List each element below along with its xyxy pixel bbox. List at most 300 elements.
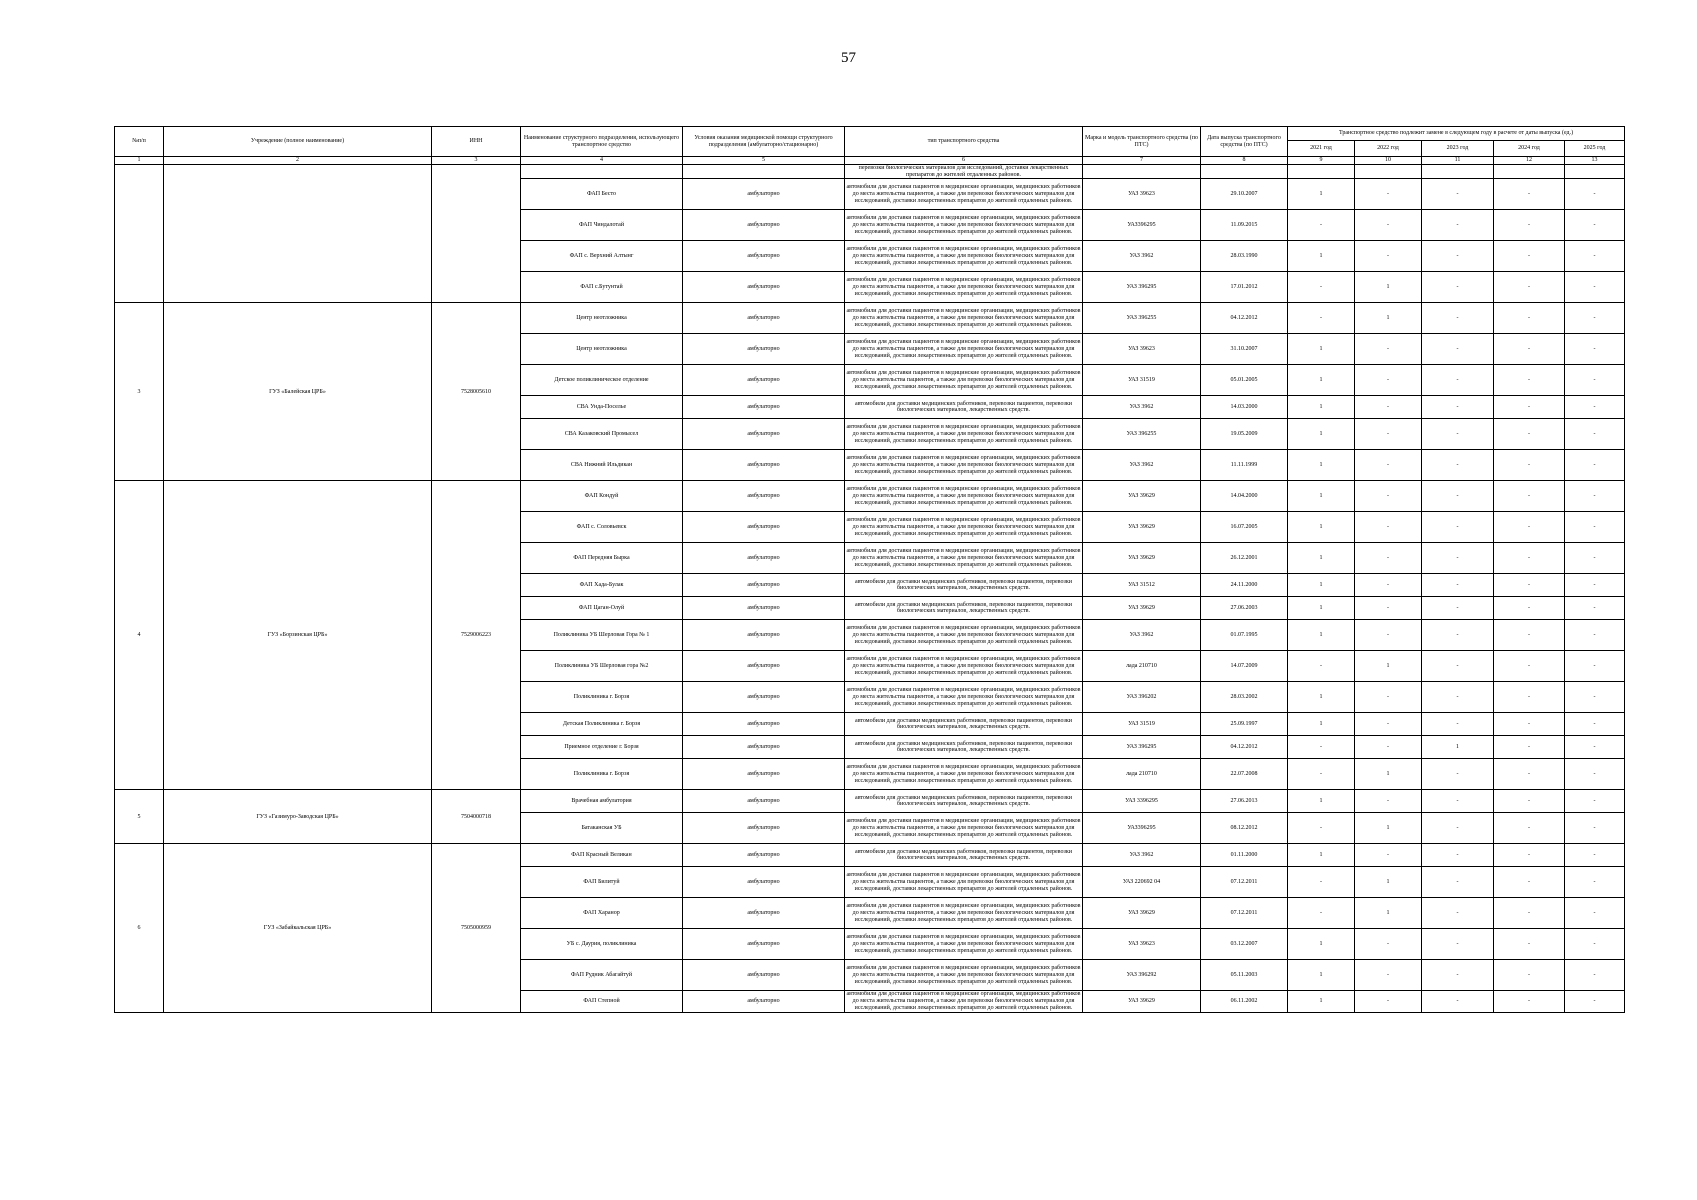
care-conditions: амбулаторно <box>683 210 845 241</box>
care-conditions: амбулаторно <box>683 365 845 396</box>
replacement-count: - <box>1565 210 1625 241</box>
unit-name: ФАП Харанор <box>521 898 683 929</box>
release-date: 27.06.2003 <box>1201 597 1288 620</box>
replacement-count: 1 <box>1288 713 1355 736</box>
table-row <box>115 844 1625 867</box>
unit-name: Центр неотложника <box>521 334 683 365</box>
replacement-count: - <box>1288 898 1355 929</box>
replacement-count: - <box>1288 210 1355 241</box>
release-date: 25.09.1997 <box>1201 713 1288 736</box>
release-date: 28.03.1990 <box>1201 241 1288 272</box>
unit-name <box>521 165 683 179</box>
replacement-count: - <box>1494 867 1565 898</box>
table-body <box>115 165 1625 1013</box>
care-conditions: амбулаторно <box>683 867 845 898</box>
vehicle-type: автомобили для доставки пациентов в медицинские организации, медицинских работников до места жительства пациентов, а также для перевозки биологических материалов для исследований, доставки лекарственных препаратов до жителей отдаленных районов. <box>845 898 1083 929</box>
care-conditions: амбулаторно <box>683 713 845 736</box>
care-conditions: амбулаторно <box>683 790 845 813</box>
release-date: 14.03.2000 <box>1201 396 1288 419</box>
release-date: 06.11.2002 <box>1201 991 1288 1012</box>
replacement-count: - <box>1288 759 1355 790</box>
release-date: 04.12.2012 <box>1201 736 1288 759</box>
replacement-count: - <box>1565 991 1625 1012</box>
unit-name: Поликлиника г. Борзя <box>521 759 683 790</box>
header-model: Марка и модель транспортного средства (по ПТС) <box>1083 127 1201 157</box>
replacement-count: - <box>1288 272 1355 303</box>
replacement-count: - <box>1494 396 1565 419</box>
header-conditions: Условия оказания медицинской помощи структурного подразделения (амбулаторно/стационарно) <box>683 127 845 157</box>
vehicle-type: автомобили для доставки пациентов в медицинские организации, медицинских работников до места жительства пациентов, а также для перевозки биологических материалов для исследований, доставки лекарственных препаратов до жителей отдаленных районов. <box>845 303 1083 334</box>
replacement-count: 1 <box>1288 574 1355 597</box>
vehicle-model: УАЗ396295 <box>1083 813 1201 844</box>
replacement-count: - <box>1565 960 1625 991</box>
replacement-count: 1 <box>1355 303 1422 334</box>
replacement-count: - <box>1565 929 1625 960</box>
vehicle-model: УАЗ 39629 <box>1083 898 1201 929</box>
unit-name: ФАП с. Верхний Алтынг <box>521 241 683 272</box>
unit-name: ФАП Бесто <box>521 179 683 210</box>
release-date: 14.07.2009 <box>1201 651 1288 682</box>
replacement-count: - <box>1494 790 1565 813</box>
vehicle-model: УАЗ 39629 <box>1083 597 1201 620</box>
replacement-count: - <box>1494 759 1565 790</box>
institution-inn: 7505000959 <box>432 844 521 1012</box>
vehicle-model: УАЗ 3962 <box>1083 450 1201 481</box>
unit-name: Врачебная амбулатория <box>521 790 683 813</box>
column-number: 12 <box>1494 157 1565 165</box>
release-date: 26.12.2001 <box>1201 543 1288 574</box>
replacement-count: - <box>1422 960 1494 991</box>
replacement-count: 1 <box>1288 960 1355 991</box>
replacement-count: - <box>1565 272 1625 303</box>
unit-name: Поликлиника г. Борзя <box>521 682 683 713</box>
vehicle-model: УАЗ 3962 <box>1083 844 1201 867</box>
replacement-count: - <box>1494 574 1565 597</box>
unit-name: ФАП Степной <box>521 991 683 1012</box>
vehicle-model: лада 210710 <box>1083 651 1201 682</box>
vehicle-type: автомобили для доставки пациентов в медицинские организации, медицинских работников до места жительства пациентов, а также для перевозки биологических материалов для исследований, доставки лекарственных препаратов до жителей отдаленных районов. <box>845 481 1083 512</box>
replacement-count: - <box>1422 512 1494 543</box>
vehicle-model: УАЗ 39629 <box>1083 543 1201 574</box>
release-date: 03.12.2007 <box>1201 929 1288 960</box>
replacement-count: - <box>1494 960 1565 991</box>
header-num: №п/п <box>115 127 164 157</box>
column-number: 6 <box>845 157 1083 165</box>
replacement-count: 1 <box>1288 682 1355 713</box>
unit-name: СВА Унда-Поселье <box>521 396 683 419</box>
replacement-count: - <box>1355 396 1422 419</box>
replacement-count: - <box>1355 736 1422 759</box>
care-conditions: амбулаторно <box>683 813 845 844</box>
replacement-count: - <box>1355 713 1422 736</box>
institution-name: ГУЗ «Борзинская ЦРБ» <box>164 481 432 790</box>
replacement-count: - <box>1355 179 1422 210</box>
replacement-count: - <box>1288 303 1355 334</box>
unit-name: ФАП Билитуй <box>521 867 683 898</box>
care-conditions: амбулаторно <box>683 396 845 419</box>
vehicle-type: автомобили для доставки медицинских работников, перевозки пациентов, перевозки биологических материалов, лекарственных средств. <box>845 574 1083 597</box>
replacement-count: - <box>1494 303 1565 334</box>
vehicle-model: УАЗ 31519 <box>1083 713 1201 736</box>
vehicle-model: лада 210710 <box>1083 759 1201 790</box>
care-conditions: амбулаторно <box>683 272 845 303</box>
vehicle-type: перевозки биологических материалов для исследований, доставки лекарственных препаратов до жителей отдаленных районов. <box>845 165 1083 179</box>
replacement-count: - <box>1422 844 1494 867</box>
replacement-count: - <box>1355 597 1422 620</box>
replacement-count: - <box>1494 241 1565 272</box>
replacement-count: - <box>1355 960 1422 991</box>
care-conditions: амбулаторно <box>683 419 845 450</box>
replacement-count: - <box>1355 991 1422 1012</box>
release-date: 28.03.2002 <box>1201 682 1288 713</box>
institution-name: ГУЗ «Газимуро-Заводская ЦРБ» <box>164 790 432 844</box>
table-row <box>115 303 1625 334</box>
header-replacement-group: Транспортное средство подлежит замене в следующем году в расчете от даты выпуска (ед.) <box>1288 127 1625 141</box>
replacement-count: - <box>1494 179 1565 210</box>
replacement-count: - <box>1494 713 1565 736</box>
replacement-count: - <box>1494 450 1565 481</box>
vehicle-type: автомобили для доставки пациентов в медицинские организации, медицинских работников до места жительства пациентов, а также для перевозки биологических материалов для исследований, доставки лекарственных препаратов до жителей отдаленных районов. <box>845 867 1083 898</box>
vehicle-type: автомобили для доставки пациентов в медицинские организации, медицинских работников до места жительства пациентов, а также для перевозки биологических материалов для исследований, доставки лекарственных препаратов до жителей отдаленных районов. <box>845 450 1083 481</box>
replacement-count: - <box>1565 813 1625 844</box>
release-date: 31.10.2007 <box>1201 334 1288 365</box>
replacement-count: - <box>1422 867 1494 898</box>
header-year: 2021 год <box>1288 141 1355 157</box>
vehicle-type: автомобили для доставки пациентов в медицинские организации, медицинских работников до места жительства пациентов, а также для перевозки биологических материалов для исследований, доставки лекарственных препаратов до жителей отдаленных районов. <box>845 759 1083 790</box>
replacement-count: - <box>1422 898 1494 929</box>
vehicle-type: автомобили для доставки медицинских работников, перевозки пациентов, перевозки биологических материалов, лекарственных средств. <box>845 396 1083 419</box>
replacement-count: - <box>1355 419 1422 450</box>
replacement-count: - <box>1355 929 1422 960</box>
release-date: 22.07.2008 <box>1201 759 1288 790</box>
replacement-count: - <box>1422 210 1494 241</box>
vehicle-type: автомобили для доставки пациентов в медицинские организации, медицинских работников до места жительства пациентов, а также для перевозки биологических материалов для исследований, доставки лекарственных препаратов до жителей отдаленных районов. <box>845 210 1083 241</box>
replacement-count: - <box>1422 991 1494 1012</box>
replacement-count: - <box>1565 574 1625 597</box>
vehicle-type: автомобили для доставки пациентов в медицинские организации, медицинских работников до места жительства пациентов, а также для перевозки биологических материалов для исследований, доставки лекарственных препаратов до жителей отдаленных районов. <box>845 651 1083 682</box>
replacement-count: - <box>1422 396 1494 419</box>
release-date: 07.12.2011 <box>1201 898 1288 929</box>
care-conditions: амбулаторно <box>683 651 845 682</box>
unit-name: ФАП Кондуй <box>521 481 683 512</box>
header-year: 2024 год <box>1494 141 1565 157</box>
column-number: 8 <box>1201 157 1288 165</box>
replacement-count: - <box>1565 736 1625 759</box>
replacement-count: 1 <box>1288 481 1355 512</box>
replacement-count <box>1288 165 1355 179</box>
unit-name: Детское поликлиническое отделение <box>521 365 683 396</box>
care-conditions: амбулаторно <box>683 597 845 620</box>
replacement-count <box>1494 165 1565 179</box>
release-date: 19.05.2009 <box>1201 419 1288 450</box>
column-number: 5 <box>683 157 845 165</box>
replacement-count: - <box>1565 867 1625 898</box>
care-conditions: амбулаторно <box>683 960 845 991</box>
release-date: 11.11.1999 <box>1201 450 1288 481</box>
vehicle-model: УАЗ 220692 04 <box>1083 867 1201 898</box>
replacement-count: - <box>1565 620 1625 651</box>
replacement-count: - <box>1494 651 1565 682</box>
release-date: 16.07.2005 <box>1201 512 1288 543</box>
unit-name: Детская Поликлиника г. Борзя <box>521 713 683 736</box>
care-conditions: амбулаторно <box>683 450 845 481</box>
institution-number: 4 <box>115 481 164 790</box>
replacement-count: 1 <box>1288 241 1355 272</box>
replacement-count: - <box>1422 272 1494 303</box>
institution-inn: 7504000718 <box>432 790 521 844</box>
unit-name: ФАП Передняя Бырка <box>521 543 683 574</box>
column-number: 1 <box>115 157 164 165</box>
vehicle-model: УАЗ 39629 <box>1083 991 1201 1012</box>
replacement-count: - <box>1355 450 1422 481</box>
replacement-count: - <box>1565 396 1625 419</box>
column-number: 4 <box>521 157 683 165</box>
institution-number: 3 <box>115 303 164 481</box>
care-conditions: амбулаторно <box>683 543 845 574</box>
vehicle-type: автомобили для доставки пациентов в медицинские организации, медицинских работников до места жительства пациентов, а также для перевозки биологических материалов для исследований, доставки лекарственных препаратов до жителей отдаленных районов. <box>845 365 1083 396</box>
unit-name: ФАП Хада-Булак <box>521 574 683 597</box>
replacement-count: 1 <box>1355 898 1422 929</box>
unit-name: Приемное отделение г. Борзя <box>521 736 683 759</box>
vehicle-model: УАЗ 39623 <box>1083 179 1201 210</box>
replacement-count: 1 <box>1288 597 1355 620</box>
replacement-count: - <box>1355 543 1422 574</box>
vehicle-model: УАЗ 396292 <box>1083 960 1201 991</box>
replacement-count: 1 <box>1355 272 1422 303</box>
release-date: 07.12.2011 <box>1201 867 1288 898</box>
replacement-count: - <box>1355 574 1422 597</box>
replacement-count: 1 <box>1288 844 1355 867</box>
unit-name: Поликлиника УБ Шерловая Гора № 1 <box>521 620 683 651</box>
replacement-count: - <box>1565 450 1625 481</box>
vehicle-type: автомобили для доставки пациентов в медицинские организации, медицинских работников до места жительства пациентов, а также для перевозки биологических материалов для исследований, доставки лекарственных препаратов до жителей отдаленных районов. <box>845 813 1083 844</box>
header-year: 2025 год <box>1565 141 1625 157</box>
vehicle-type: автомобили для доставки пациентов в медицинские организации, медицинских работников до места жительства пациентов, а также для перевозки биологических материалов для исследований, доставки лекарственных препаратов до жителей отдаленных районов. <box>845 512 1083 543</box>
release-date: 05.11.2003 <box>1201 960 1288 991</box>
column-number: 2 <box>164 157 432 165</box>
replacement-count: - <box>1494 334 1565 365</box>
replacement-count: 1 <box>1355 867 1422 898</box>
unit-name: ФАП Чиндалотай <box>521 210 683 241</box>
care-conditions: амбулаторно <box>683 929 845 960</box>
replacement-count: - <box>1494 991 1565 1012</box>
header-unit: Наименование структурного подразделения, использующего транспортное средство <box>521 127 683 157</box>
replacement-count: 1 <box>1288 512 1355 543</box>
replacement-count: - <box>1565 365 1625 396</box>
unit-name: Батаканская УБ <box>521 813 683 844</box>
replacement-count: - <box>1494 898 1565 929</box>
vehicle-type: автомобили для доставки пациентов в медицинские организации, медицинских работников до места жительства пациентов, а также для перевозки биологических материалов для исследований, доставки лекарственных препаратов до жителей отдаленных районов. <box>845 960 1083 991</box>
replacement-count: 1 <box>1288 929 1355 960</box>
vehicle-type: автомобили для доставки пациентов в медицинские организации, медицинских работников до места жительства пациентов, а также для перевозки биологических материалов для исследований, доставки лекарственных препаратов до жителей отдаленных районов. <box>845 419 1083 450</box>
vehicle-model: УАЗ 396295 <box>1083 736 1201 759</box>
column-number: 10 <box>1355 157 1422 165</box>
unit-name: ФАП с. Соловьевск <box>521 512 683 543</box>
vehicle-type: автомобили для доставки пациентов в медицинские организации, медицинских работников до места жительства пациентов, а также для перевозки биологических материалов для исследований, доставки лекарственных препаратов до жителей отдаленных районов. <box>845 682 1083 713</box>
page-number: 57 <box>841 50 856 66</box>
replacement-count: - <box>1565 790 1625 813</box>
vehicle-model: УАЗ 3962 <box>1083 241 1201 272</box>
institution-inn: 7529006223 <box>432 481 521 790</box>
vehicle-model: УАЗ 396202 <box>1083 682 1201 713</box>
release-date: 08.12.2012 <box>1201 813 1288 844</box>
replacement-count: - <box>1494 481 1565 512</box>
replacement-count: - <box>1494 210 1565 241</box>
replacement-count: - <box>1565 898 1625 929</box>
vehicle-model: УАЗ396295 <box>1083 210 1201 241</box>
release-date: 05.01.2005 <box>1201 365 1288 396</box>
care-conditions: амбулаторно <box>683 241 845 272</box>
replacement-count: - <box>1494 844 1565 867</box>
header-inn: ИНН <box>432 127 521 157</box>
vehicle-model: УАЗ 396295 <box>1083 272 1201 303</box>
replacement-count: - <box>1288 651 1355 682</box>
replacement-count: - <box>1422 651 1494 682</box>
replacement-count: - <box>1355 682 1422 713</box>
vehicle-type: автомобили для доставки медицинских работников, перевозки пациентов, перевозки биологических материалов, лекарственных средств. <box>845 790 1083 813</box>
replacement-count: 1 <box>1288 179 1355 210</box>
replacement-count: - <box>1355 334 1422 365</box>
vehicle-model: УАЗ 31512 <box>1083 574 1201 597</box>
replacement-count: - <box>1422 543 1494 574</box>
vehicle-type: автомобили для доставки пациентов в медицинские организации, медицинских работников до места жительства пациентов, а также для перевозки биологических материалов для исследований, доставки лекарственных препаратов до жителей отдаленных районов. <box>845 929 1083 960</box>
table-row <box>115 165 1625 179</box>
replacement-count: - <box>1565 512 1625 543</box>
replacement-count: 1 <box>1288 790 1355 813</box>
replacement-count: 1 <box>1355 813 1422 844</box>
vehicle-model: УАЗ 396255 <box>1083 419 1201 450</box>
replacement-count: - <box>1565 241 1625 272</box>
replacement-count: - <box>1422 303 1494 334</box>
release-date: 01.11.2000 <box>1201 844 1288 867</box>
vehicle-model <box>1083 165 1201 179</box>
release-date: 01.07.1995 <box>1201 620 1288 651</box>
header-year: 2023 год <box>1422 141 1494 157</box>
replacement-count: 1 <box>1288 620 1355 651</box>
replacement-count: - <box>1565 651 1625 682</box>
replacement-count: - <box>1565 597 1625 620</box>
institution-name: ГУЗ «Балейская ЦРБ» <box>164 303 432 481</box>
replacement-count: - <box>1422 597 1494 620</box>
column-number: 7 <box>1083 157 1201 165</box>
institution-name: ГУЗ «Забайкальская ЦРБ» <box>164 844 432 1012</box>
care-conditions: амбулаторно <box>683 481 845 512</box>
replacement-count: - <box>1565 419 1625 450</box>
column-number: 11 <box>1422 157 1494 165</box>
vehicle-type: автомобили для доставки медицинских работников, перевозки пациентов, перевозки биологических материалов, лекарственных средств. <box>845 713 1083 736</box>
release-date: 11.09.2015 <box>1201 210 1288 241</box>
vehicle-model: УАЗ 39629 <box>1083 512 1201 543</box>
replacement-count: - <box>1355 210 1422 241</box>
vehicle-model: УАЗ 31519 <box>1083 365 1201 396</box>
care-conditions: амбулаторно <box>683 620 845 651</box>
replacement-count <box>1355 165 1422 179</box>
replacement-count: - <box>1494 512 1565 543</box>
replacement-count: - <box>1422 574 1494 597</box>
replacement-count: - <box>1494 620 1565 651</box>
care-conditions: амбулаторно <box>683 334 845 365</box>
care-conditions: амбулаторно <box>683 736 845 759</box>
vehicle-type: автомобили для доставки пациентов в медицинские организации, медицинских работников до места жительства пациентов, а также для перевозки биологических материалов для исследований, доставки лекарственных препаратов до жителей отдаленных районов. <box>845 179 1083 210</box>
replacement-count: 1 <box>1355 651 1422 682</box>
header-vehicle-type: тип транспортного средства <box>845 127 1083 157</box>
vehicle-type: автомобили для доставки пациентов в медицинские организации, медицинских работников до места жительства пациентов, а также для перевозки биологических материалов для исследований, доставки лекарственных препаратов до жителей отдаленных районов. <box>845 543 1083 574</box>
unit-name: ФАП Цаган-Олуй <box>521 597 683 620</box>
replacement-count: - <box>1565 179 1625 210</box>
care-conditions: амбулаторно <box>683 682 845 713</box>
replacement-count: - <box>1565 543 1625 574</box>
replacement-count: 1 <box>1288 419 1355 450</box>
replacement-count: - <box>1422 620 1494 651</box>
replacement-count: - <box>1355 481 1422 512</box>
replacement-count: 1 <box>1288 543 1355 574</box>
replacement-count: - <box>1565 481 1625 512</box>
replacement-count: - <box>1288 813 1355 844</box>
replacement-count: - <box>1355 844 1422 867</box>
vehicle-model: УАЗ 39623 <box>1083 929 1201 960</box>
release-date: 24.11.2000 <box>1201 574 1288 597</box>
vehicle-type: автомобили для доставки пациентов в медицинские организации, медицинских работников до места жительства пациентов, а также для перевозки биологических материалов для исследований, доставки лекарственных препаратов до жителей отдаленных районов. <box>845 620 1083 651</box>
vehicle-model: УАЗ 3396295 <box>1083 790 1201 813</box>
column-number: 9 <box>1288 157 1355 165</box>
replacement-count <box>1565 165 1625 179</box>
replacement-count: - <box>1422 419 1494 450</box>
replacement-count: - <box>1494 543 1565 574</box>
care-conditions: амбулаторно <box>683 179 845 210</box>
replacement-count: - <box>1494 736 1565 759</box>
replacement-count <box>1422 165 1494 179</box>
table-row <box>115 790 1625 813</box>
vehicle-type: автомобили для доставки медицинских работников, перевозки пациентов, перевозки биологических материалов, лекарственных средств. <box>845 736 1083 759</box>
replacement-count: - <box>1422 759 1494 790</box>
vehicle-model: УАЗ 3962 <box>1083 620 1201 651</box>
replacement-count: - <box>1288 736 1355 759</box>
unit-name: ФАП Красный Великан <box>521 844 683 867</box>
replacement-count: - <box>1422 813 1494 844</box>
release-date: 29.10.2007 <box>1201 179 1288 210</box>
replacement-count: - <box>1565 759 1625 790</box>
institution-inn <box>432 165 521 303</box>
unit-name: ФАП Рудник Абагайтуй <box>521 960 683 991</box>
care-conditions <box>683 165 845 179</box>
replacement-count: - <box>1422 241 1494 272</box>
replacement-count: 1 <box>1288 991 1355 1012</box>
unit-name: Центр неотложника <box>521 303 683 334</box>
replacement-count: 1 <box>1288 334 1355 365</box>
replacement-count: - <box>1494 419 1565 450</box>
replacement-count: - <box>1494 813 1565 844</box>
replacement-count: 1 <box>1288 365 1355 396</box>
care-conditions: амбулаторно <box>683 898 845 929</box>
replacement-count: - <box>1565 334 1625 365</box>
care-conditions: амбулаторно <box>683 574 845 597</box>
replacement-count: - <box>1355 790 1422 813</box>
unit-name: Поликлиника УБ Шерловая гора №2 <box>521 651 683 682</box>
care-conditions: амбулаторно <box>683 844 845 867</box>
replacement-count: - <box>1494 365 1565 396</box>
replacement-count: - <box>1355 620 1422 651</box>
replacement-count: - <box>1355 241 1422 272</box>
institution-number: 6 <box>115 844 164 1012</box>
care-conditions: амбулаторно <box>683 512 845 543</box>
replacement-count: - <box>1355 365 1422 396</box>
replacement-count: - <box>1422 929 1494 960</box>
institution-inn: 7528005610 <box>432 303 521 481</box>
unit-name: СВА Нижний Ильдикан <box>521 450 683 481</box>
replacement-count: - <box>1565 844 1625 867</box>
header-institution: Учреждение (полное наименование) <box>164 127 432 157</box>
replacement-count: - <box>1422 481 1494 512</box>
